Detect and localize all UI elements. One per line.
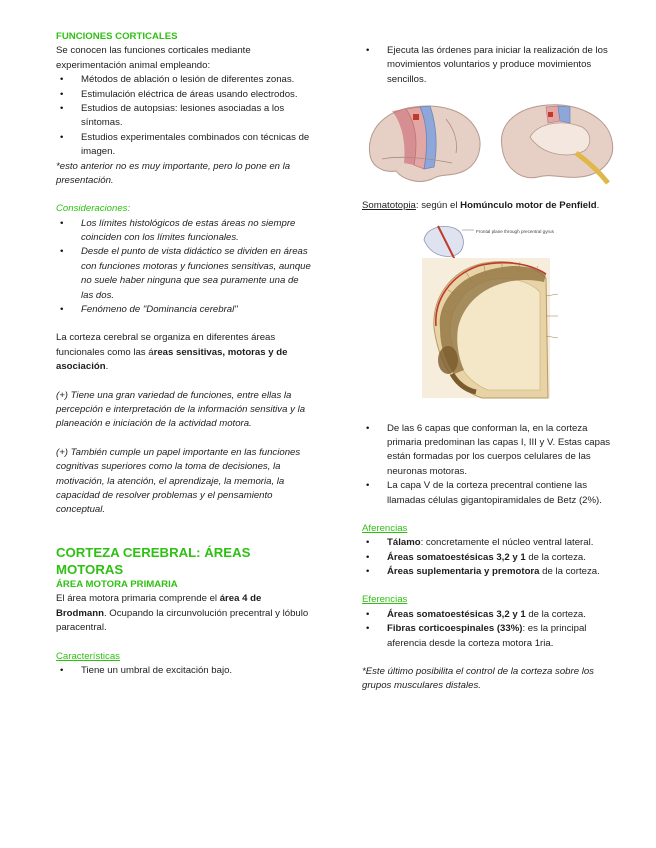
nota-presentacion: *esto anterior no es muy importante, pero lo pone en la presentación. [56,160,291,186]
ejecuta-list [362,44,620,87]
list-item: • Tiene un umbral de excitación bajo. [56,664,312,678]
homunculus-figure [362,220,620,410]
right-column [362,44,620,694]
heading-caracteristicas: Características [56,650,120,662]
funciones-intro: Se conocen las funciones corticales mediante experimentación animal empleando: [56,45,251,71]
list-item: • Fenómeno de "Dominancia cerebral" [56,303,312,317]
list-item: • Fibras corticoespinales (33%): es la principal aferencia desde la corteza motora 1ria. [362,622,620,651]
list-item: • Áreas somatoestésicas 3,2 y 1 de la corteza. [362,608,620,622]
funciones-list [56,73,312,159]
list-item: • Estudios experimentales combinados con técnicas de imagen. [56,131,312,160]
heading-aferencias: Aferencias [362,522,408,534]
figure-caption: Frontal plane through precentral gyrus [476,228,554,234]
capas-list [362,422,620,508]
heading-areas-motoras: CORTEZA CEREBRAL: ÁREAS MOTORAS [56,544,251,577]
list-item: • La capa V de la corteza precentral contiene las llamadas células gigantopiramidales de Betz (2%). [362,479,620,508]
corteza-organizacion: La corteza cerebral se organiza en diferentes áreas funcionales como las áreas sensitivas, motoras y de asociación. [56,332,288,373]
left-column [56,30,312,678]
brain-lateral-medial-figure [362,93,620,191]
caracteristicas-list [56,664,312,678]
aferencias-list [362,536,620,579]
funciones-cognitivas: (+) También cumple un papel importante en las funciones cognitivas superiores como la toma de decisiones, la motivación, la atención, el aprendizaje, la memoria, la capacidad de resolver problemas y el pensamiento conceptual. [56,446,301,516]
heading-consideraciones: Consideraciones: [56,203,131,215]
funciones-variedad: (+) Tiene una gran variedad de funciones, entre ellas la percepción e interpretación de la información sensitiva y la planeación e iniciación de la actividad motora. [56,389,306,430]
list-item: • Ejecuta las órdenes para iniciar la realización de los movimientos voluntarios y produce movimientos sencillos. [362,44,620,87]
list-item: • Los límites histológicos de estas áreas no siempre coinciden con los límites funcionales. [56,217,312,246]
nota-final: *Este último posibilita el control de la corteza sobre los grupos musculares distales. [362,666,594,692]
brain-figure-svg [362,93,620,191]
area-motora-descripcion: El área motora primaria comprende el área 4 de Brodmann. Ocupando la circunvolución precentral y lóbulo paracentral. [56,593,309,634]
list-item: • De las 6 capas que conforman la, en la corteza primaria predominan las capas I, III y V. Estas capas están formadas por los cuerpos celulares de las neuronas motoras. [362,422,620,480]
heading-area-motora-primaria: ÁREA MOTORA PRIMARIA [56,579,178,591]
somatotopia-line: Somatotopia: según el Homúnculo motor de Penfield. [362,200,600,212]
homunculus-svg [362,220,620,410]
list-item: • Métodos de ablación o lesión de diferentes zonas. [56,73,312,87]
list-item: • Tálamo: concretamente el núcleo ventral lateral. [362,536,620,550]
list-item: • Desde el punto de vista didáctico se dividen en áreas con funciones motoras y funciones sensitivas, aunque no suele haber ninguna que sea puramente una de las dos. [56,245,312,303]
list-item: • Estimulación eléctrica de áreas usando electrodos. [56,88,312,102]
consideraciones-list [56,217,312,318]
list-item: • Áreas somatoestésicas 3,2 y 1 de la corteza. [362,551,620,565]
list-item: • Áreas suplementaria y premotora de la corteza. [362,565,620,579]
list-item: • Estudios de autopsias: lesiones asociadas a los síntomas. [56,102,312,131]
heading-eferencias: Eferencias [362,594,408,606]
eferencias-list [362,608,620,651]
heading-funciones-corticales: FUNCIONES CORTICALES [56,31,178,42]
